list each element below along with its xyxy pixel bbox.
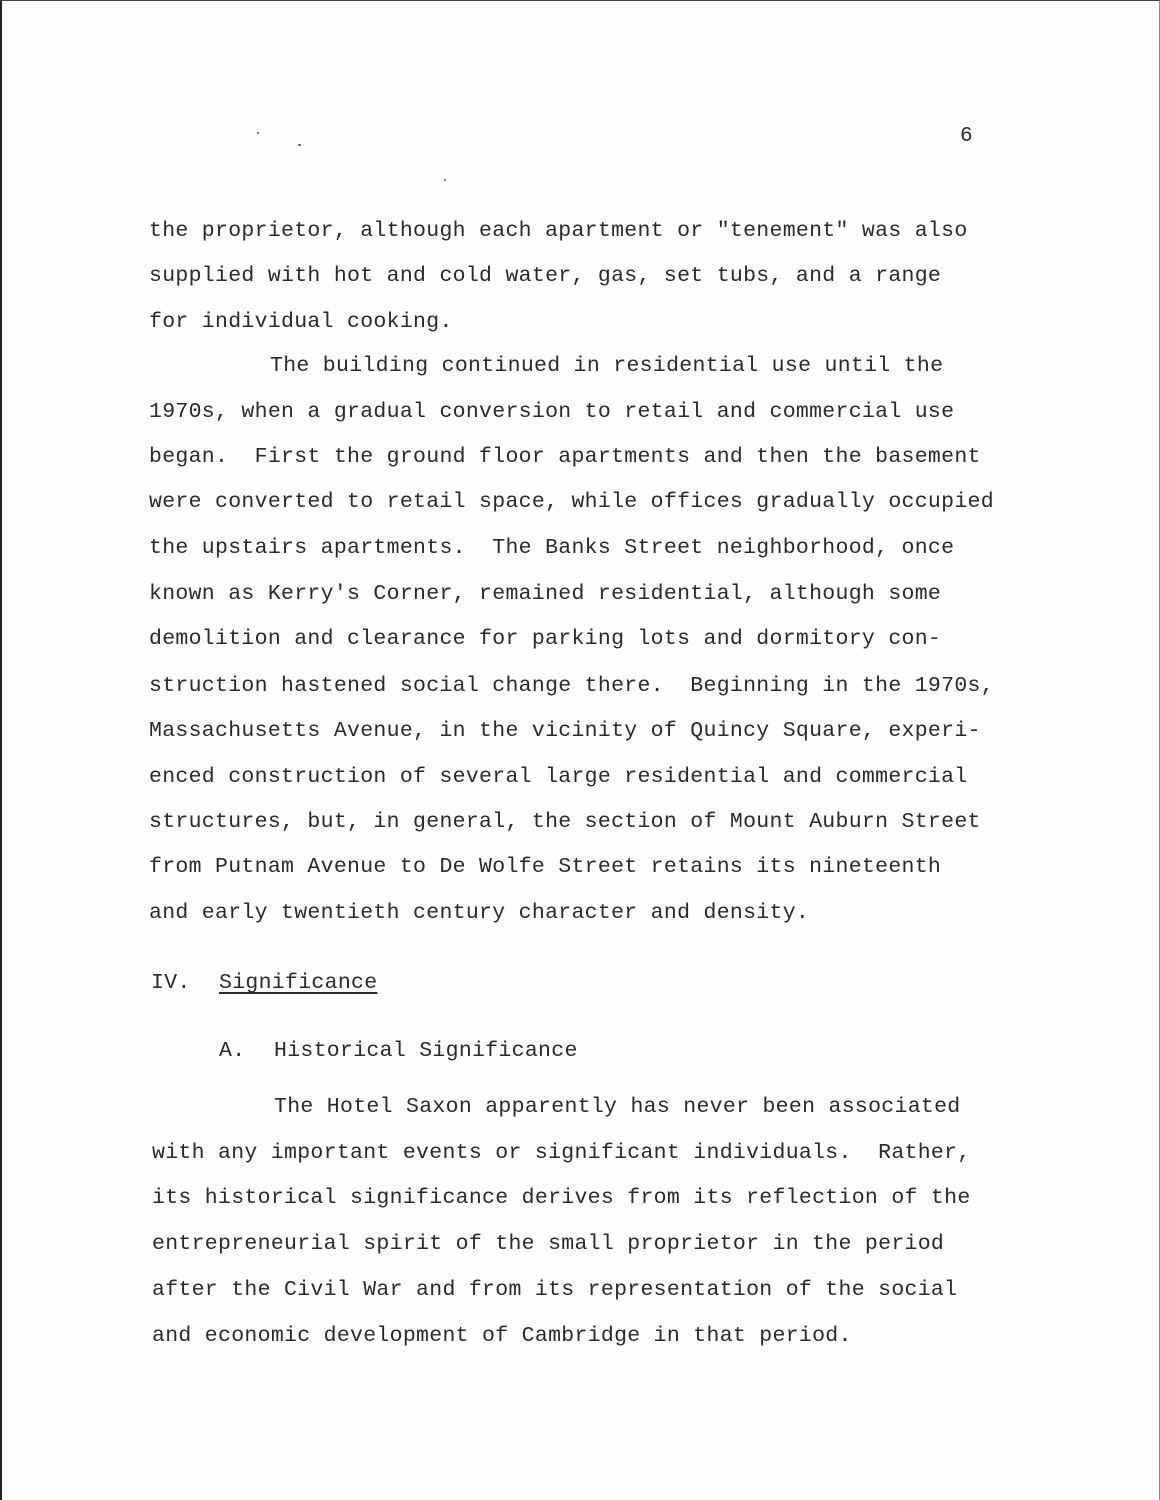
text-line: the upstairs apartments. The Banks Street neighborhood, once (149, 536, 955, 560)
subsection-letter: A. (219, 1039, 246, 1063)
section-number: IV. (151, 971, 191, 995)
text-line: structures, but, in general, the section of Mount Auburn Street (149, 810, 981, 834)
subsection-title: Historical Significance (274, 1039, 578, 1063)
text-line: enced construction of several large residential and commercial (149, 765, 968, 789)
text-line: and early twentieth century character and density. (149, 901, 810, 925)
scan-speck (444, 179, 446, 181)
text-line: with any important events or significant individuals. Rather, (152, 1141, 971, 1165)
text-line: the proprietor, although each apartment or "tenement" was also (149, 219, 968, 243)
text-line: from Putnam Avenue to De Wolfe Street retains its nineteenth (149, 855, 942, 879)
text-line: The building continued in residential use until the (270, 354, 944, 378)
text-line: demolition and clearance for parking lots and dormitory con- (149, 627, 942, 651)
scan-speck (257, 132, 259, 134)
text-line: supplied with hot and cold water, gas, set tubs, and a range (149, 264, 942, 288)
text-line: struction hastened social change there. Beginning in the 1970s, (149, 674, 994, 698)
text-line: and economic development of Cambridge in that period. (152, 1324, 852, 1348)
section-title: Significance (219, 971, 378, 995)
page-number: 6 (960, 125, 973, 148)
text-line: began. First the ground floor apartments and then the basement (149, 445, 981, 469)
text-line: its historical significance derives from its reflection of the (152, 1186, 971, 1210)
text-line: known as Kerry's Corner, remained residential, although some (149, 582, 942, 606)
text-line: Massachusetts Avenue, in the vicinity of Quincy Square, experi- (149, 719, 981, 743)
text-line: entrepreneurial spirit of the small proprietor in the period (152, 1232, 945, 1256)
text-line: after the Civil War and from its representation of the social (152, 1278, 958, 1302)
text-line: 1970s, when a gradual conversion to retail and commercial use (149, 400, 955, 424)
scan-speck (298, 144, 301, 146)
text-line: The Hotel Saxon apparently has never been associated (274, 1095, 961, 1119)
text-line: for individual cooking. (149, 310, 453, 334)
text-line: were converted to retail space, while offices gradually occupied (149, 490, 994, 514)
